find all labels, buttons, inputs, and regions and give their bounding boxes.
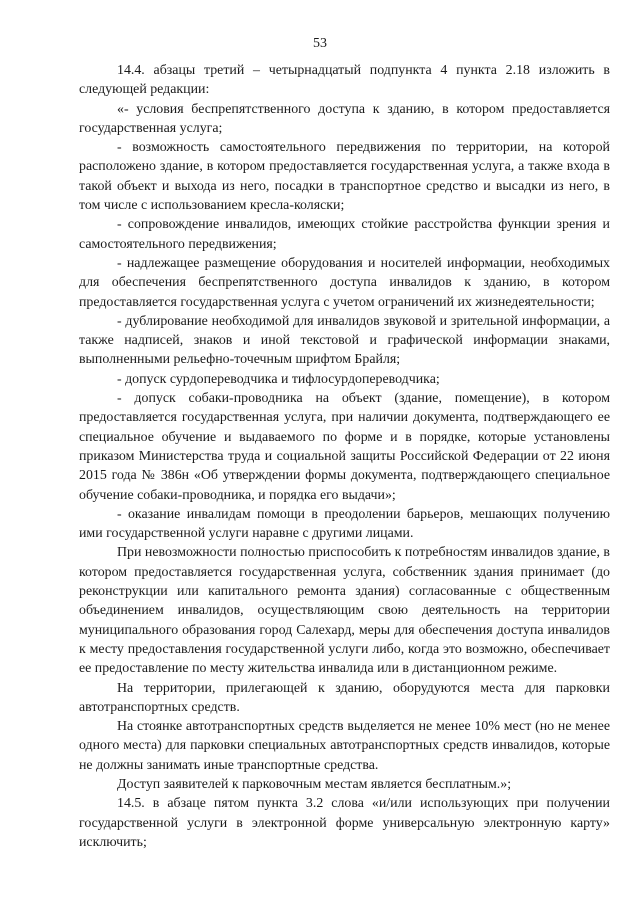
paragraph: При невозможности полностью приспособить к потребностям инвалидов здание, в котором предоставляется государственная услуга, собственник здания принимает (до реконструкции или капитального ремонта здания) согласованные с общественным объединением инвалидов, осуществляющим свою деятельность на территории муниципального образования город Салехард, меры для обеспечения доступа инвалидов к месту предоставления государственной услуги либо, когда это возможно, обеспечивает ее предоставление по месту жительства инвалида или в дистанционном режиме.	[79, 545, 610, 677]
paragraph: Доступ заявителей к парковочным местам является бесплатным.»;	[117, 776, 512, 792]
paragraph: - дублирование необходимой для инвалидов звуковой и зрительной информации, а также надписей, знаков и иной текстовой и графической информации знаками, выполненными рельефно-точечным шрифтом Брайля;	[79, 313, 610, 368]
paragraph: - допуск сурдопереводчика и тифлосурдопереводчика;	[117, 371, 440, 387]
paragraph: 14.4. абзацы третий – четырнадцатый подпункта 4 пункта 2.18 изложить в следующей редакции:	[79, 63, 610, 98]
paragraph: - надлежащее размещение оборудования и носителей информации, необходимых для обеспечения беспрепятственного доступа инвалидов к зданию, в котором предоставляется государственная услуга с учетом ограничений их жизнедеятельности;	[79, 255, 610, 310]
paragraph: - возможность самостоятельного передвижения по территории, на которой расположено здание, в котором предоставляется государственная услуга, а также входа в такой объект и выхода из него, посадки в транспортное средство и высадки из него, в том числе с использованием кресла-коляски;	[79, 140, 610, 214]
paragraph: 14.5. в абзаце пятом пункта 3.2 слова «и/или использующих при получении государственной услуги в электронной форме универсальную электронную карту» исключить;	[79, 796, 610, 850]
paragraph: - сопровождение инвалидов, имеющих стойкие расстройства функции зрения и самостоятельного передвижения;	[79, 217, 610, 252]
document-body	[79, 61, 610, 852]
paragraph: На территории, прилегающей к зданию, оборудуются места для парковки автотранспортных средств.	[79, 680, 610, 715]
paragraph: «- условия беспрепятственного доступа к зданию, в котором предоставляется государственная услуга;	[79, 101, 610, 136]
paragraph: - допуск собаки-проводника на объект (здание, помещение), в котором предоставляется государственная услуга, при наличии документа, подтверждающего ее специальное обучение и выдаваемого по форме и в порядке, которые установлены приказом Министерства труда и социальной защиты Российской Федерации от 22 июня 2015 года № 386н «Об утверждении формы документа, подтверждающего специальное обучение собаки-проводника, и порядка его выдачи»;	[79, 391, 610, 503]
page-number: 53	[313, 36, 327, 51]
paragraph: На стоянке автотранспортных средств выделяется не менее 10% мест (но не менее одного места) для парковки специальных автотранспортных средств инвалидов, которые не должны занимать иные транспортные средства.	[79, 719, 610, 773]
paragraph: - оказание инвалидам помощи в преодолении барьеров, мешающих получению ими государственной услуги наравне с другими лицами.	[79, 506, 610, 542]
